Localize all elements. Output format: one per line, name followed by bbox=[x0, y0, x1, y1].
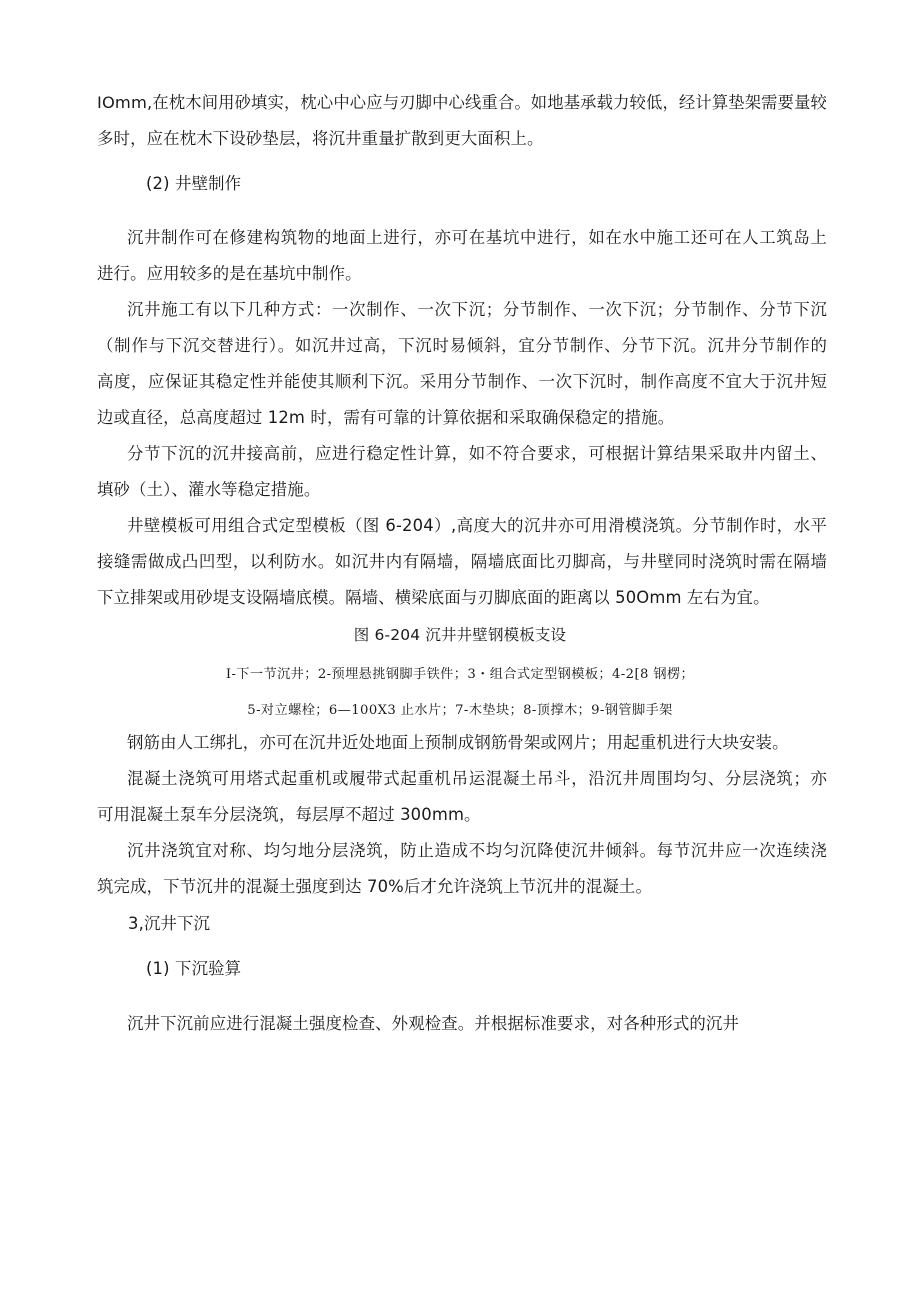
paragraph-line: 下立排架或用砂堤支设隔墙底模。隔墙、横梁底面与刃脚底面的距离以 50Omm 左右为宜。 bbox=[97, 588, 770, 607]
paragraph-line: 沉井浇筑宜对称、均匀地分层浇筑，防止造成不均匀沉降使沉井倾斜。每节沉井应一次连续浇 bbox=[127, 841, 827, 860]
paragraph-line: 沉井制作可在修建构筑物的地面上进行，亦可在基坑中进行，如在水中施工还可在人工筑岛上 bbox=[127, 228, 827, 247]
paragraph-line: 边或直径，总高度超过 12m 时，需有可靠的计算依据和采取确保稳定的措施。 bbox=[97, 408, 675, 427]
paragraph-line: IOmm,在枕木间用砂填实，枕心中心应与刃脚中心线重合。如地基承载力较低，经计算垫架需要量较 bbox=[97, 93, 827, 112]
paragraph-line: 分节下沉的沉井接高前，应进行稳定性计算，如不符合要求，可根据计算结果采取井内留土、 bbox=[127, 444, 827, 463]
subheading-line: (1) 下沉验算 bbox=[146, 959, 242, 978]
paragraph-line: 可用混凝土泵车分层浇筑，每层厚不超过 300mm。 bbox=[97, 805, 481, 824]
paragraph-line: （制作与下沉交替进行）。如沉井过高，下沉时易倾斜，宜分节制作、分节下沉。沉井分节制作的 bbox=[97, 336, 827, 355]
paragraph-line: 沉井下沉前应进行混凝土强度检查、外观检查。并根据标准要求，对各种形式的沉井 bbox=[127, 1014, 740, 1033]
paragraph-line: 填砂（土）、灌水等稳定措施。 bbox=[97, 480, 321, 499]
paragraph-line: 井壁模板可用组合式定型模板（图 6-204）,高度大的沉井亦可用滑模浇筑。分节制作时，水平 bbox=[127, 516, 827, 535]
paragraph-line: 钢筋由人工绑扎，亦可在沉井近处地面上预制成钢筋骨架或网片；用起重机进行大块安装。 bbox=[127, 733, 789, 752]
paragraph-line: 进行。应用较多的是在基坑中制作。 bbox=[97, 264, 362, 283]
paragraph-line: 接缝需做成凸凹型，以利防水。如沉井内有隔墙，隔墙底面比刃脚高，与井壁同时浇筑时需在隔墙 bbox=[97, 552, 827, 571]
paragraph-line: 筑完成，下节沉井的混凝土强度到达 70%后才允许浇筑上节沉井的混凝土。 bbox=[97, 877, 652, 896]
paragraph-line: 多时，应在枕木下设砂垫层，将沉井重量扩散到更大面积上。 bbox=[97, 129, 544, 148]
figure-caption-title: 图 6-204 沉井井壁钢模板支设 bbox=[353, 626, 567, 644]
paragraph-line: 高度，应保证其稳定性并能使其顺利下沉。采用分节制作、一次下沉时，制作高度不宜大于沉井短 bbox=[97, 372, 827, 391]
paragraph-line: 混凝土浇筑可用塔式起重机或履带式起重机吊运混凝土吊斗，沿沉井周围均匀、分层浇筑；亦 bbox=[127, 769, 827, 788]
section-heading: 3,沉井下沉 bbox=[128, 914, 211, 933]
figure-caption-legend: 5-对立螺栓；6—100X3 止水片；7-木垫块；8-顶撑木；9-钢管脚手架 bbox=[247, 703, 673, 718]
paragraph-line: 沉井施工有以下几种方式：一次制作、一次下沉；分节制作、一次下沉；分节制作、分节下沉 bbox=[127, 300, 827, 319]
subheading-line: (2) 井壁制作 bbox=[146, 174, 242, 193]
figure-caption-legend: I-下一节沉井；2-预埋悬挑钢脚手铁件；3・组合式定型钢模板；4-2[8 钢楞； bbox=[225, 667, 695, 682]
